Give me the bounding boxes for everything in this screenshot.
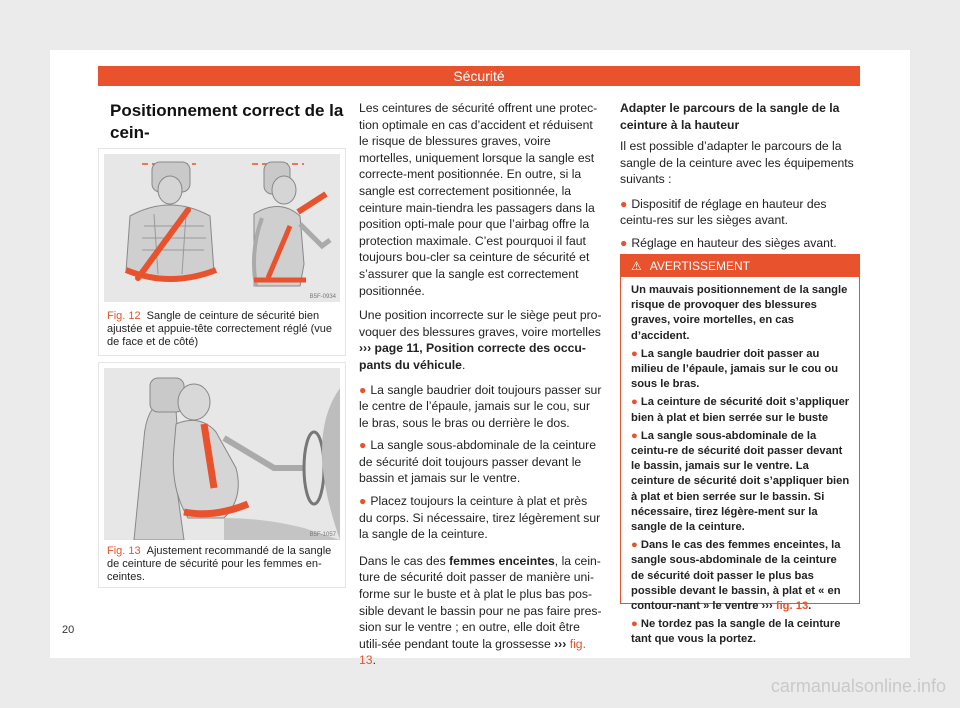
chapter-header	[98, 66, 860, 86]
list-item: ● Placez toujours la ceinture à plat et près du corps. Si nécessaire, tirez légèrement sur la sangle de la ceinture.	[359, 494, 601, 542]
list-item: ● La sangle baudrier doit passer au milieu de l’épaule, jamais sur le cou ou sous le bras.	[631, 347, 839, 391]
bullet-dot-icon: ●	[620, 235, 628, 250]
bullet-dot-icon: ●	[631, 429, 641, 442]
list-item: ● La sangle baudrier doit toujours passer sur le centre de l’épaule, jamais sur le cou, sur le bras, sous le bras ou derrière le dos.	[359, 382, 602, 430]
warning-body	[621, 277, 859, 648]
warning-triangle-icon: ⚠	[631, 259, 642, 273]
adjust-paragraph: Il est possible d’adapter le parcours de la sangle de la ceinture avec les équipements suivants :	[620, 139, 854, 187]
figure-13-link[interactable]: fig. 13	[359, 636, 586, 668]
link-arrows-icon: ›››	[554, 636, 567, 651]
list-item: ● La ceinture de sécurité doit s’appliquer bien à plat et bien serrée sur le buste	[631, 396, 850, 424]
bullet-dot-icon: ●	[631, 347, 641, 360]
seatbelt-front-side-illustration	[104, 154, 340, 302]
pregnant-driver-seatbelt-illustration	[104, 368, 340, 540]
list-item: ● Dispositif de réglage en hauteur des ceintu-res sur les sièges avant.	[620, 196, 827, 228]
watermark: carmanualsonline.info	[770, 676, 946, 696]
list-item: ● Réglage en hauteur des sièges avant.	[620, 235, 837, 250]
list-item: ● La sangle sous-abdominale de la ceintu-re de sécurité doit passer devant le bassin, jamais sur le ventre. La ceinture de sécurité doit s’appliquer bien à plat et bien serrée sur le bassin. Si nécessaire, tirez légère-ment sur la sangle de la ceinture.	[631, 429, 850, 534]
bullet-dot-icon: ●	[631, 618, 641, 631]
list-item: ● Dans le cas des femmes enceintes, la sangle sous-abdominale de la ceinture de sécurité doit passer le plus bas possible devant le bassin, à plat et « en contour-nant » le ventre ››› fig. 13.	[631, 539, 841, 613]
figure-12-caption: Fig. 12 Sangle de ceinture de sécurité bien ajustée et appuie-tête correctement réglé (vue de face et de côté)	[107, 310, 333, 348]
list-item: ● La sangle sous-abdominale de la ceinture de sécurité doit toujours passer devant le bassin et jamais sur le ventre.	[359, 438, 596, 486]
intro-paragraph: Les ceintures de sécurité offrent une protec-tion optimale en cas d’accident et réduisent le risque de blessures graves, voire mortelles, uniquement lorsque la sangle est correcte-ment positionnée. En outre, si la sangle est correctement positionnée, la ceinture main-tiendra les passagers dans la position opti-male pour que l’airbag offre la protection maximale. C’est pourquoi il faut toujours bou-cler sa ceinture de sécurité et s’assurer que la sangle est correctement positionnée.	[359, 101, 598, 298]
bullet-dot-icon: ●	[359, 494, 367, 509]
figure-12-label: Fig. 12	[107, 310, 141, 322]
main-text-column	[359, 100, 602, 677]
subheading: Adapter le parcours de la sangle de la ceinture à la hauteur	[620, 101, 840, 132]
bullet-dot-icon: ●	[631, 396, 641, 409]
incorrect-position-paragraph: Une position incorrecte sur le siège peut pro-voquer des blessures graves, voire mortelles ››› page 11, Position correcte des occu-pants du véhicule.	[359, 308, 602, 372]
page-reference-link[interactable]: ››› page 11, Position correcte des occu-pants du véhicule	[359, 341, 586, 372]
link-arrows-icon: ›››	[761, 600, 773, 613]
figure-13-illustration	[104, 368, 340, 540]
figure-12	[98, 148, 346, 356]
pregnant-women-paragraph: Dans le cas des femmes enceintes, la cein-ture de sécurité doit passer de manière uni-forme sur le buste et à plat le plus bas pos-sible devant le bassin pour ne pas faire pres-sion sur le ventre ; en outre, elle doit être utili-sée pendant toute la grossesse ››› fig. 13.	[359, 553, 602, 668]
side-text-column	[620, 100, 858, 258]
figure-13-caption: Fig. 13 Ajustement recommandé de la sangle de ceinture de sécurité pour les femmes en-ceintes.	[107, 545, 332, 583]
section-title: Positionnement correct de la cein-	[110, 101, 344, 142]
figure-reference-code: B5F-0934	[309, 294, 336, 300]
figure-12-illustration	[104, 154, 340, 302]
figure-13-label: Fig. 13	[107, 545, 141, 557]
figure-13	[98, 362, 346, 588]
warning-box	[620, 254, 860, 646]
bullet-dot-icon: ●	[631, 539, 641, 552]
bullet-dot-icon: ●	[620, 196, 628, 211]
bullet-dot-icon: ●	[359, 438, 367, 453]
list-item: ● Ne tordez pas la sangle de la ceinture tant que vous la portez.	[631, 618, 841, 646]
figure-13-link[interactable]: fig. 13	[775, 600, 809, 613]
bullet-dot-icon: ●	[359, 382, 367, 397]
warning-title: AVERTISSEMENT	[649, 259, 751, 273]
warning-header	[621, 255, 859, 277]
figure-reference-code: B5F-1057	[309, 532, 336, 538]
page-number: 20	[62, 624, 75, 636]
chapter-title: Sécurité	[453, 68, 505, 84]
warning-intro: Un mauvais positionnement de la sangle risque de provoquer des blessures graves, voire mortelles, en cas d’accident.	[631, 284, 848, 342]
